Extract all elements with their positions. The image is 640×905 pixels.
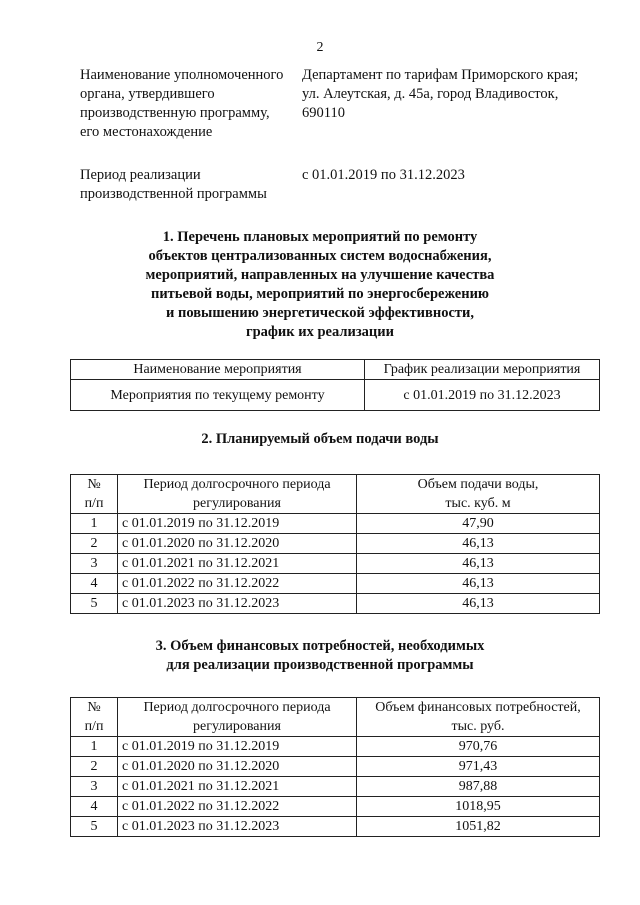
measure-schedule-cell: с 01.01.2019 по 31.12.2023 [365, 380, 600, 411]
measures-table [70, 359, 600, 411]
authority-label-line: производственную программу, [80, 105, 270, 121]
section2-heading: 2. Планируемый объем подачи воды [201, 431, 439, 447]
row-value: 1018,95 [357, 797, 600, 817]
section1-heading [0, 228, 640, 342]
col-header-financial-line: тыс. руб. [451, 719, 505, 734]
section1-heading-line: мероприятий, направленных на улучшение качества [145, 267, 495, 283]
row-period: с 01.01.2021 по 31.12.2021 [118, 554, 357, 574]
col-header-volume-line: Объем подачи воды, [417, 477, 539, 492]
row-value: 1051,82 [357, 817, 600, 837]
row-value: 46,13 [357, 594, 600, 614]
row-num: 5 [71, 594, 118, 614]
period-value: с 01.01.2019 по 31.12.2023 [302, 167, 465, 183]
section3-heading-line: для реализации производственной программы [166, 657, 474, 673]
col-header-schedule: График реализации мероприятия [365, 360, 600, 380]
col-header-measure-name: Наименование мероприятия [71, 360, 365, 380]
col-header-period-line: Период долгосрочного периода [143, 477, 331, 492]
row-value: 47,90 [357, 514, 600, 534]
authority-label-line: его местонахождение [80, 124, 213, 140]
table-row [71, 817, 600, 837]
row-num: 3 [71, 554, 118, 574]
page-number: 2 [316, 40, 324, 55]
section1-heading-line: и повышению энергетической эффективности, [166, 305, 474, 321]
row-num: 1 [71, 514, 118, 534]
row-num: 3 [71, 777, 118, 797]
water-supply-table [70, 474, 600, 614]
section1-heading-line: 1. Перечень плановых мероприятий по ремонту [162, 229, 478, 245]
row-period: с 01.01.2023 по 31.12.2023 [118, 817, 357, 837]
authority-value-line: Департамент по тарифам Приморского края; [302, 67, 579, 83]
period-label [80, 166, 295, 204]
table-row [71, 514, 600, 534]
row-value: 46,13 [357, 574, 600, 594]
measure-name-cell: Мероприятия по текущему ремонту [71, 380, 365, 411]
authority-label-line: органа, утвердившего [80, 86, 215, 102]
row-num: 2 [71, 534, 118, 554]
col-header-num-line: п/п [84, 496, 104, 511]
authority-label-line: Наименование уполномоченного [80, 67, 284, 83]
col-header-num-line: п/п [84, 719, 104, 734]
col-header-volume [357, 475, 600, 514]
col-header-num-line: № [87, 700, 101, 715]
section3-heading [0, 637, 640, 675]
row-num: 1 [71, 737, 118, 757]
period-label-line: Период реализации [80, 167, 201, 183]
row-num: 5 [71, 817, 118, 837]
section1-heading-line: объектов централизованных систем водоснабжения, [148, 248, 492, 264]
row-value: 987,88 [357, 777, 600, 797]
row-num: 4 [71, 797, 118, 817]
period-label-line: производственной программы [80, 186, 267, 202]
table-row [71, 797, 600, 817]
col-header-financial-line: Объем финансовых потребностей, [375, 700, 581, 715]
col-header-financial [357, 698, 600, 737]
table-row [71, 574, 600, 594]
authority-label [80, 66, 295, 142]
row-value: 971,43 [357, 757, 600, 777]
section1-heading-line: график их реализации [245, 324, 394, 340]
table-row [71, 594, 600, 614]
row-period: с 01.01.2020 по 31.12.2020 [118, 534, 357, 554]
table-row [71, 777, 600, 797]
row-period: с 01.01.2019 по 31.12.2019 [118, 514, 357, 534]
row-period: с 01.01.2020 по 31.12.2020 [118, 757, 357, 777]
section3-heading-line: 3. Объем финансовых потребностей, необходимых [155, 638, 485, 654]
col-header-num [71, 475, 118, 514]
table-row [71, 737, 600, 757]
row-period: с 01.01.2019 по 31.12.2019 [118, 737, 357, 757]
table-row [71, 534, 600, 554]
col-header-num-line: № [87, 477, 101, 492]
row-period: с 01.01.2022 по 31.12.2022 [118, 574, 357, 594]
authority-value-line: 690110 [302, 105, 345, 121]
col-header-period [118, 698, 357, 737]
row-value: 46,13 [357, 554, 600, 574]
col-header-period-line: регулирования [193, 719, 281, 734]
table-row [71, 554, 600, 574]
section1-heading-line: питьевой воды, мероприятий по энергосбережению [150, 286, 490, 302]
row-period: с 01.01.2022 по 31.12.2022 [118, 797, 357, 817]
row-value: 46,13 [357, 534, 600, 554]
row-value: 970,76 [357, 737, 600, 757]
row-period: с 01.01.2023 по 31.12.2023 [118, 594, 357, 614]
financial-needs-table [70, 697, 600, 837]
row-period: с 01.01.2021 по 31.12.2021 [118, 777, 357, 797]
table-row [71, 757, 600, 777]
col-header-period-line: регулирования [193, 496, 281, 511]
row-num: 4 [71, 574, 118, 594]
authority-value [302, 66, 602, 123]
row-num: 2 [71, 757, 118, 777]
col-header-period [118, 475, 357, 514]
col-header-volume-line: тыс. куб. м [445, 496, 511, 511]
col-header-period-line: Период долгосрочного периода [143, 700, 331, 715]
col-header-num [71, 698, 118, 737]
authority-value-line: ул. Алеутская, д. 45а, город Владивосток, [302, 86, 559, 102]
